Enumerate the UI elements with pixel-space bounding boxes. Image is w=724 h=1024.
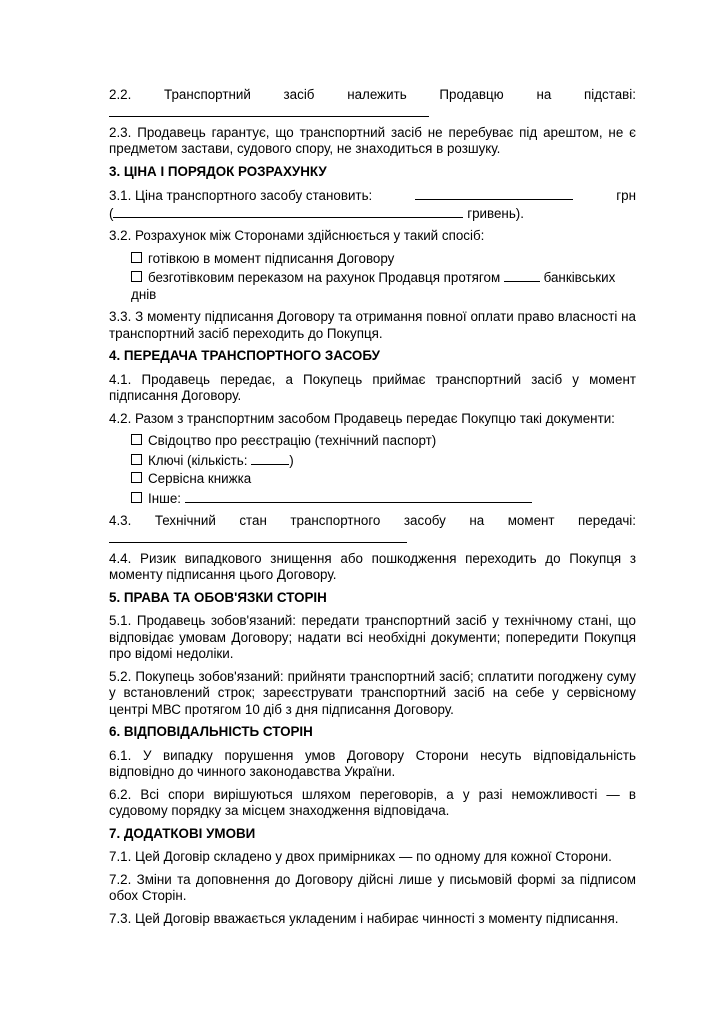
payment-option-cash[interactable] (131, 251, 636, 268)
clause-7-1: 7.1. Цей Договір складено у двох примірниках — по одному для кожної Сторони. (109, 849, 612, 864)
keys-count-blank[interactable] (251, 452, 289, 465)
price-words-open: ( (109, 205, 114, 221)
clause-5-1: 5.1. Продавець зобов'язаний: передати транспортний засіб у технічному стані, що відповідає умовам Договору; надати всі необхідні документи; попередити Покупця про відомі недоліки. (109, 613, 636, 661)
clause-4-4: 4.4. Ризик випадкового знищення або пошкодження переходить до Покупця з моменту підписання цього Договору. (109, 550, 636, 582)
document-item-registration[interactable] (131, 433, 636, 450)
payment-options (109, 251, 636, 304)
section-4-heading: 4. ПЕРЕДАЧА ТРАНСПОРТНОГО ЗАСОБУ (109, 348, 380, 363)
document-item-keys-prefix: Ключі (кількість: (148, 452, 248, 468)
clause-2-2-text: 2.2. Транспортний засіб належить Продавцю на підставі: (109, 87, 636, 102)
price-words-blank[interactable] (113, 205, 463, 218)
bank-days-blank[interactable] (504, 269, 540, 282)
clause-3-3: 3.3. З моменту підписання Договору та отримання повної оплати право власності на транспортний засіб переходить до Покупця. (109, 309, 636, 341)
checkbox-icon[interactable] (131, 271, 142, 282)
clause-2-3: 2.3. Продавець гарантує, що транспортний засіб не перебуває під арештом, не є предметом застави, судового спору, не знаходиться в розшуку. (109, 124, 636, 156)
price-words-suffix: гривень). (467, 205, 524, 221)
clause-7-2: 7.2. Зміни та доповнення до Договору дійсні лише у письмовій формі за підписом обох Сторін. (109, 871, 636, 903)
clause-5-2: 5.2. Покупець зобов'язаний: прийняти транспортний засіб; сплатити погоджену суму у встановлений строк; зареєструвати транспортний засіб на себе у сервісному центрі МВС протягом 10 діб з дня підписання Договору. (109, 668, 636, 717)
contract-page (109, 87, 636, 933)
checkbox-icon[interactable] (131, 252, 142, 263)
document-item-service-book[interactable] (131, 471, 636, 488)
section-3-heading: 3. ЦІНА І ПОРЯДОК РОЗРАХУНКУ (109, 163, 327, 179)
document-item-registration-label: Свідоцтво про реєстрацію (технічний паспорт) (148, 433, 437, 448)
clause-6-2: 6.2. Всі спори вирішуються шляхом переговорів, а у разі неможливості — в судовому порядку за місцем знаходження відповідача. (109, 786, 636, 818)
clause-4-1: 4.1. Продавець передає, а Покупець приймає транспортний засіб у момент підписання Договору. (109, 371, 636, 403)
clause-3-1-text: 3.1. Ціна транспортного засобу становить: (109, 188, 373, 203)
clause-2-2 (109, 87, 636, 117)
section-5-heading: 5. ПРАВА ТА ОБОВ'ЯЗКИ СТОРІН (109, 589, 327, 605)
payment-option-transfer-prefix: безготівковим переказом на рахунок Продавця протягом (148, 270, 501, 285)
clause-4-3 (109, 513, 636, 543)
checkbox-icon[interactable] (131, 454, 142, 465)
clause-2-2-blank[interactable] (109, 104, 429, 117)
clause-3-1 (109, 187, 636, 222)
price-number-blank[interactable] (415, 187, 573, 200)
payment-option-transfer[interactable] (131, 269, 618, 303)
section-6-heading: 6. ВІДПОВІДАЛЬНІСТЬ СТОРІН (109, 724, 313, 739)
clause-3-2: 3.2. Розрахунок між Сторонами здійснюється у такий спосіб: (109, 228, 485, 243)
document-item-service-book-label: Сервісна книжка (148, 471, 252, 486)
clause-6-1: 6.1. У випадку порушення умов Договору Сторони несуть відповідальність відповідно до чинного законодавства України. (109, 747, 636, 779)
payment-option-transfer-suffix: банківських днів (131, 270, 616, 302)
checkbox-icon[interactable] (131, 492, 142, 503)
technical-condition-blank[interactable] (109, 530, 407, 543)
clause-4-3-text: 4.3. Технічний стан транспортного засобу на момент передачі: (109, 513, 636, 528)
currency-label: грн (616, 188, 636, 203)
other-document-blank[interactable] (185, 490, 532, 503)
documents-list (109, 433, 636, 507)
document-item-other-prefix: Інше: (148, 490, 182, 506)
document-item-keys[interactable] (131, 452, 636, 470)
clause-7-3: 7.3. Цей Договір вважається укладеним і набирає чинності з моменту підписання. (109, 910, 619, 926)
payment-option-cash-label: готівкою в момент підписання Договору (148, 250, 395, 266)
checkbox-icon[interactable] (131, 472, 142, 483)
checkbox-icon[interactable] (131, 434, 142, 445)
section-7-heading: 7. ДОДАТКОВІ УМОВИ (109, 825, 256, 841)
document-item-keys-suffix: ) (289, 452, 294, 468)
clause-4-2: 4.2. Разом з транспортним засобом Продавець передає Покупцю такі документи: (109, 410, 615, 426)
document-item-other[interactable] (131, 490, 636, 508)
